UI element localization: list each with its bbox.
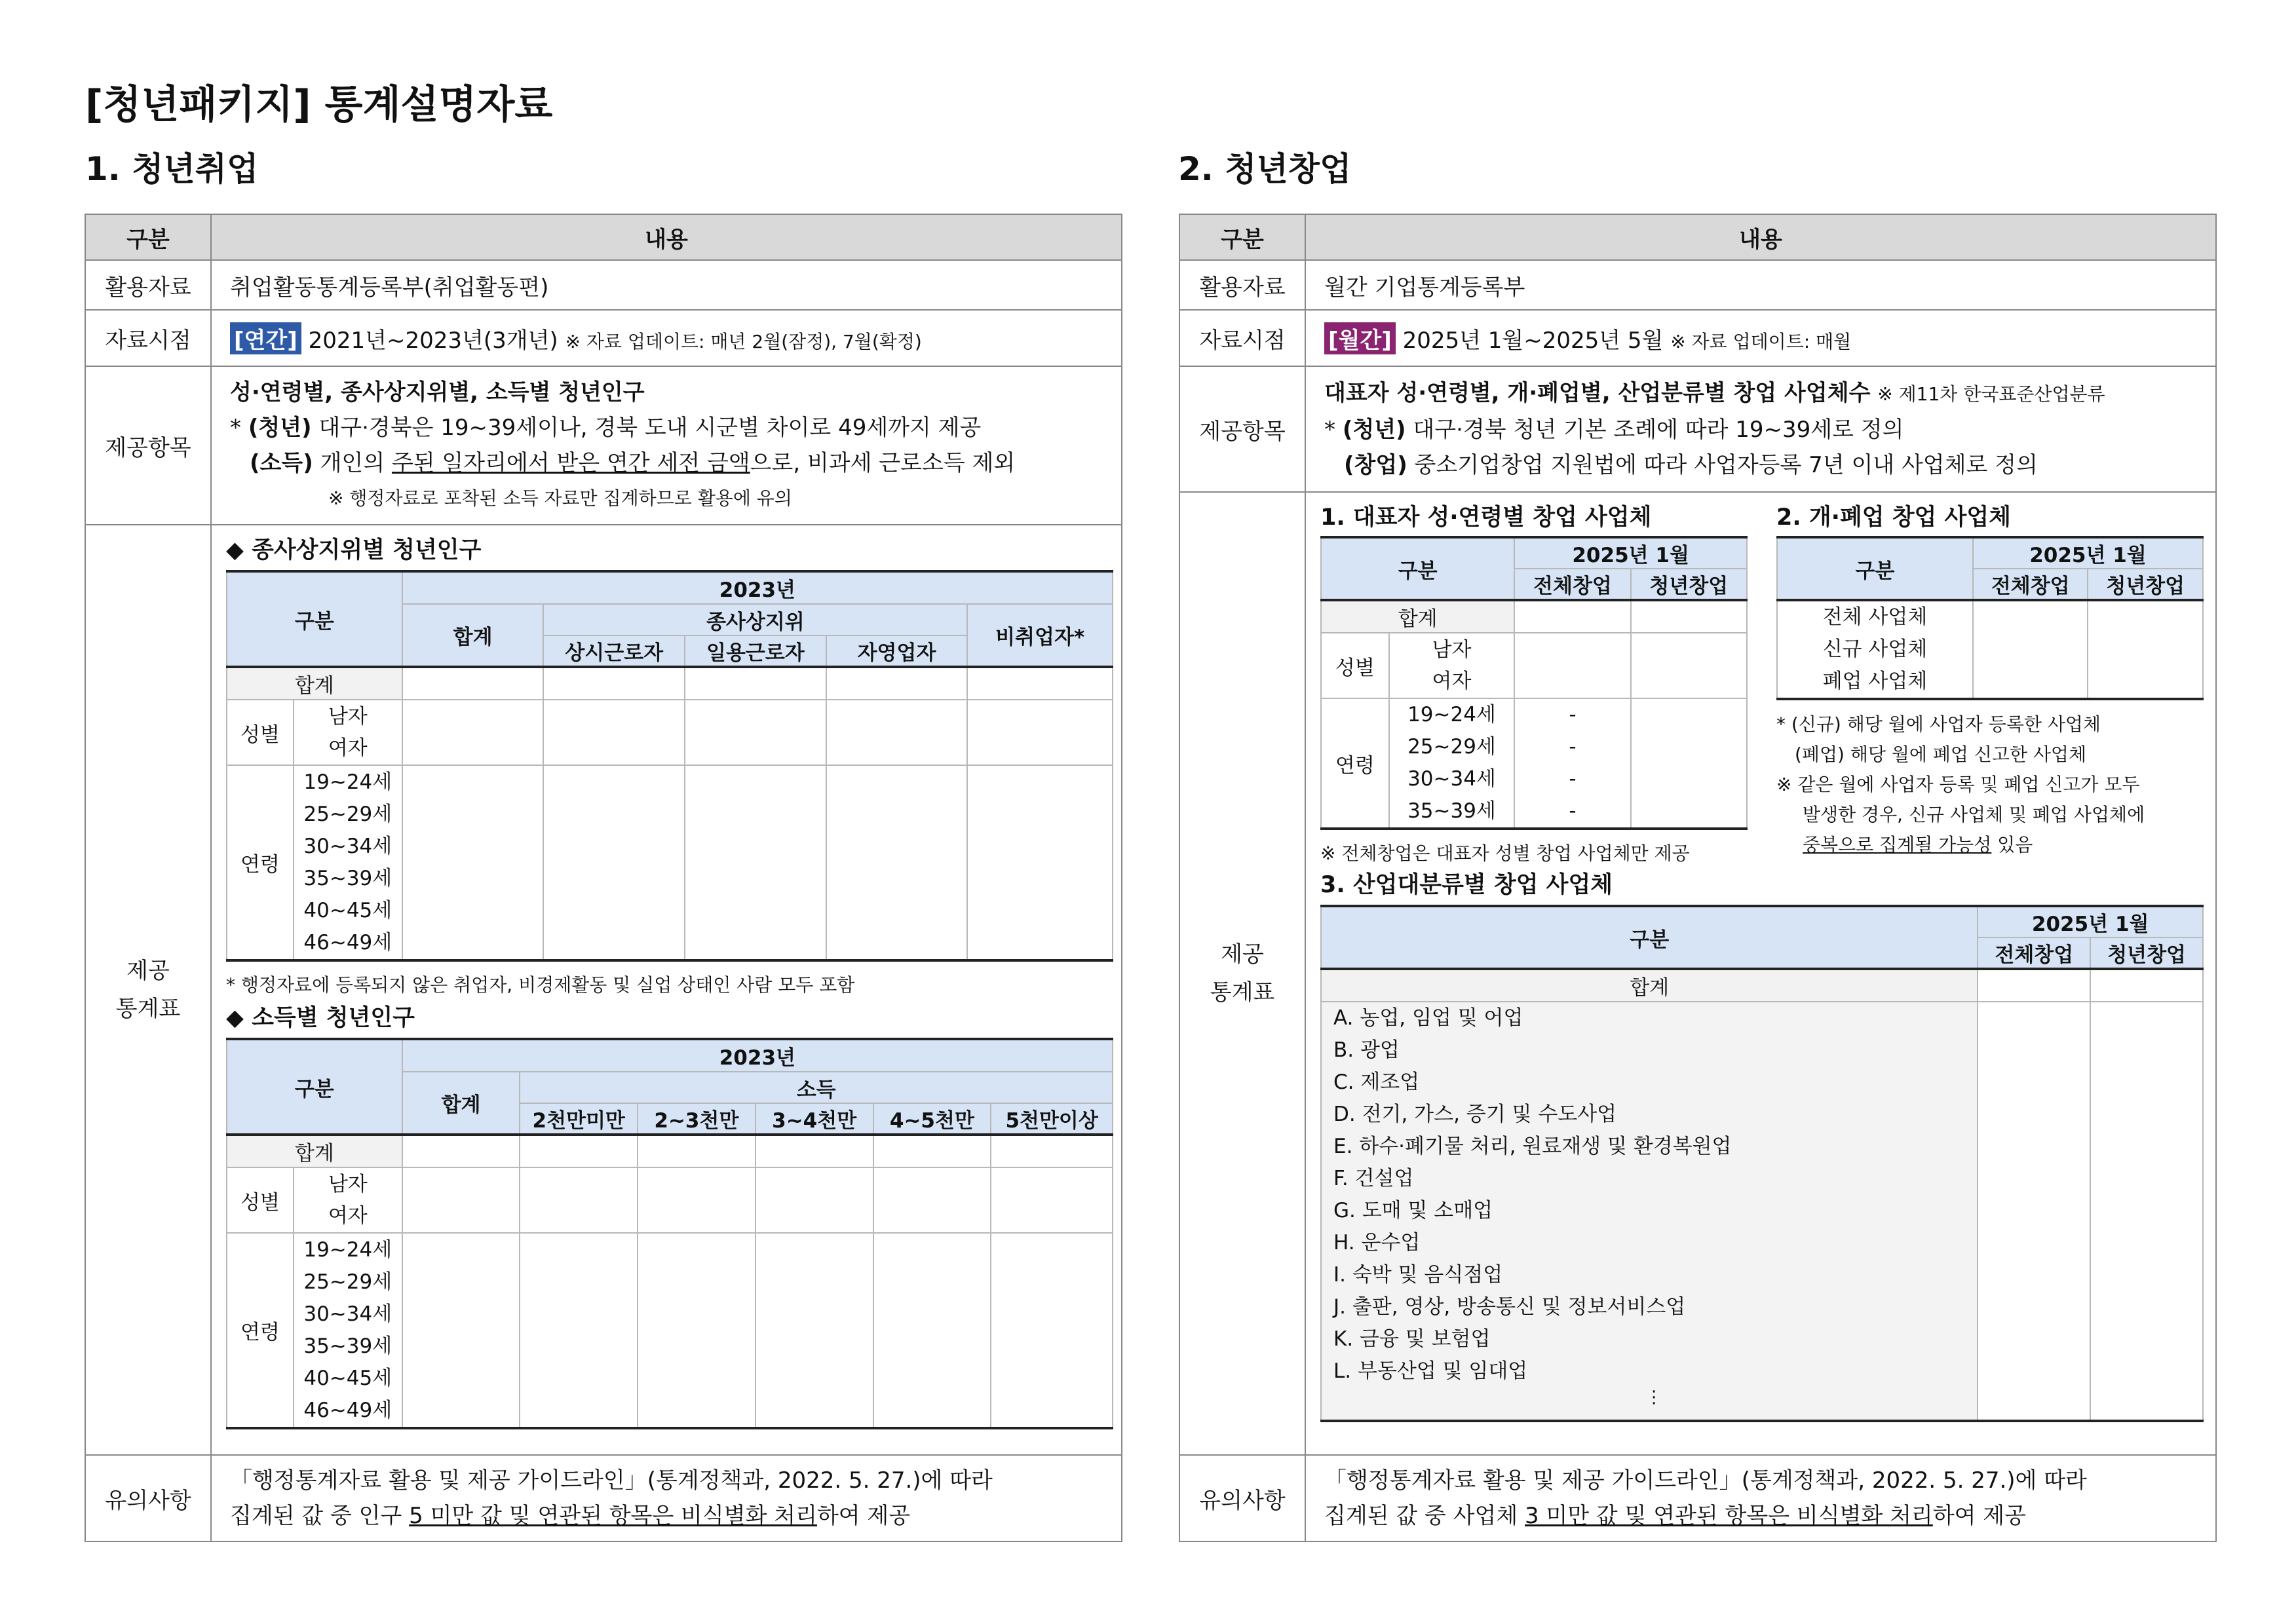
r-t2-month: 2025년 1월 — [1973, 537, 2203, 569]
r-header-gubun: 구분 — [1179, 214, 1305, 260]
t2-row-age-values: 19~24세 25~29세 30~34세 35~39세 40~45세 46~49세 — [294, 1233, 402, 1428]
r-caution-label: 유의사항 — [1179, 1455, 1305, 1541]
t1-daily: 일용근로자 — [685, 635, 826, 667]
t2-c4: 4~5천만 — [873, 1103, 991, 1135]
r-t1-row-sex: 성별 — [1321, 633, 1389, 698]
t2-c5: 5천만이상 — [991, 1103, 1113, 1135]
items-cell — [211, 366, 1122, 525]
r-t2-title: 2. 개·폐업 창업 사업체 — [1776, 504, 2011, 531]
section-title-startup: 2. 청년창업 — [1178, 150, 1352, 188]
r-t2-all: 전체창업 — [1973, 569, 2088, 600]
t1-title: ◆ 종사상지위별 청년인구 — [226, 537, 482, 563]
t1-gubun: 구분 — [227, 571, 402, 667]
r-t2-youth: 청년창업 — [2088, 569, 2203, 600]
startup-panel — [1179, 214, 2217, 1542]
r-t1-all: 전체창업 — [1514, 569, 1630, 600]
items-line-caution: ※ 행정자료로 포착된 소득 자료만 집계하므로 활용에 유의 — [328, 487, 792, 509]
period-note: ※ 자료 업데이트: 매년 2월(잠정), 7월(확정) — [565, 330, 922, 352]
income-table — [226, 1038, 1113, 1429]
r-t3-industry-list: A. 농업, 임업 및 어업 B. 광업 C. 제조업 D. 전기, 가스, 증기 및 수도사업 E. 하수·폐기물 처리, 원료재생 및 환경복원업 F. 건설업 G. 도매 및 소매업 H. 운수업 I. 숙박 및 음식점업 J. 출판, 영상, 방송통신 및 정보서비스업 K. 금융 및 보험업 L. 부동산업 및 임대업 ⋮ — [1321, 1002, 1978, 1421]
r-period-value: 2025년 1월~2025년 5월 — [1402, 327, 1664, 354]
r-items-line-youth: * (청년) 대구·경북 청년 기본 조례에 따라 19~39세로 정의 — [1324, 417, 1904, 443]
t2-income: 소득 — [520, 1072, 1113, 1103]
r-caution-cell — [1305, 1455, 2216, 1541]
t2-total: 합계 — [402, 1072, 520, 1135]
items-label: 제공항목 — [85, 366, 211, 525]
r-t1-month: 2025년 1월 — [1514, 537, 1747, 569]
employment-outer-table — [85, 214, 1122, 1542]
r-t1-table — [1320, 536, 1748, 830]
items-line-youth: * (청년) 대구·경북은 19~39세이나, 경북 도내 시군별 차이로 49세까지 제공 — [230, 415, 982, 441]
t2-c3: 3~4천만 — [756, 1103, 873, 1135]
status-table — [226, 570, 1113, 962]
r-caution-line2: 집계된 값 중 사업체 3 미만 값 및 연관된 항목은 비식별화 처리하여 제공 — [1324, 1503, 2026, 1529]
source-value: 취업활동통계등록부(취업활동편) — [211, 260, 1122, 310]
t2-row-total: 합계 — [227, 1135, 402, 1167]
r-items-line-startup: (창업) 중소기업창업 지원법에 따라 사업자등록 7년 이내 사업체로 정의 — [1344, 452, 2038, 478]
source-label: 활용자료 — [85, 260, 211, 310]
r-t3-gubun: 구분 — [1321, 906, 1978, 969]
period-value: 2021년~2023년(3개년) — [308, 327, 558, 354]
period-tag: [연간] — [230, 322, 301, 354]
caution-label: 유의사항 — [85, 1455, 211, 1541]
caution-line1: 「행정통계자료 활용 및 제공 가이드라인」(통계정책과, 2022. 5. 27.)에 따라 — [230, 1467, 993, 1494]
t2-c1: 2천만미만 — [520, 1103, 638, 1135]
r-tables-cell — [1305, 492, 2216, 1455]
r-t3-ellipsis: ⋮ — [1645, 1388, 1663, 1407]
items-title: 성·연령별, 종사상지위별, 소득별 청년인구 — [230, 379, 645, 406]
r-t1-title: 1. 대표자 성·연령별 창업 사업체 — [1320, 504, 1652, 531]
t1-row-sex-values: 남자 여자 — [294, 700, 402, 765]
r-t1-gubun: 구분 — [1321, 537, 1514, 600]
period-value-cell — [211, 310, 1122, 366]
r-caution-line1: 「행정통계자료 활용 및 제공 가이드라인」(통계정책과, 2022. 5. 27.)에 따라 — [1324, 1467, 2087, 1494]
t1-year: 2023년 — [402, 571, 1113, 604]
t2-year: 2023년 — [402, 1039, 1113, 1072]
t1-row-total: 합계 — [227, 667, 402, 700]
t1-regular: 상시근로자 — [543, 635, 685, 667]
r-tables-label: 제공 통계표 — [1179, 492, 1305, 1455]
r-t1-row-total: 합계 — [1321, 600, 1514, 633]
t1-note: * 행정자료에 등록되지 않은 취업자, 비경제활동 및 실업 상태인 사람 모두 포함 — [226, 974, 855, 996]
r-t2-table — [1776, 536, 2204, 700]
page-title: [청년패키지] 통계설명자료 — [85, 82, 553, 128]
r-t1-dashes: - - - - — [1514, 698, 1630, 829]
r-t3-youth: 청년창업 — [2090, 937, 2203, 969]
t2-c2: 2~3천만 — [638, 1103, 756, 1135]
t1-total: 합계 — [402, 604, 544, 667]
section-title-employment: 1. 청년취업 — [85, 150, 259, 188]
t1-row-age-values: 19~24세 25~29세 30~34세 35~39세 40~45세 46~49세 — [294, 765, 402, 960]
r-t1-youth: 청년창업 — [1631, 569, 1747, 600]
r-source-label: 활용자료 — [1179, 260, 1305, 310]
t1-row-sex: 성별 — [227, 700, 294, 765]
r-t3-title: 3. 산업대분류별 창업 사업체 — [1320, 872, 1613, 898]
r-period-note: ※ 자료 업데이트: 매월 — [1670, 330, 1852, 352]
r-t1-row-sex-values: 남자 여자 — [1389, 633, 1515, 698]
r-items-label: 제공항목 — [1179, 366, 1305, 492]
r-t3-table — [1320, 905, 2204, 1422]
r-period-cell — [1305, 310, 2216, 366]
t2-gubun: 구분 — [227, 1039, 402, 1135]
t1-row-age: 연령 — [227, 765, 294, 960]
employment-panel — [85, 214, 1122, 1542]
r-t3-row-total: 합계 — [1321, 969, 1978, 1002]
r-period-tag: [월간] — [1324, 322, 1396, 354]
header-content: 내용 — [211, 214, 1122, 260]
tables-label: 제공 통계표 — [85, 525, 211, 1455]
header-gubun: 구분 — [85, 214, 211, 260]
r-t2-notes: * (신규) 해당 월에 사업자 등록한 사업체 (폐업) 해당 월에 폐업 신고한 사업체 ※ 같은 월에 사업자 등록 및 폐업 신고가 모두 발생한 경우, 신규 사업체 및 폐업 사업체에 중복으로 집계될 가능성 있음 — [1776, 713, 2145, 856]
r-t2-gubun: 구분 — [1777, 537, 1973, 600]
t2-row-sex: 성별 — [227, 1167, 294, 1233]
r-t3-all: 전체창업 — [1978, 937, 2090, 969]
r-items-cell — [1305, 366, 2216, 492]
period-label: 자료시점 — [85, 310, 211, 366]
r-items-title: 대표자 성·연령별, 개·폐업별, 산업분류별 창업 사업체수 ※ 제11차 한국표준산업분류 — [1324, 380, 2105, 406]
r-source-value: 월간 기업통계등록부 — [1305, 260, 2216, 310]
items-line-income: (소득) 개인의 주된 일자리에서 받은 연간 세전 금액으로, 비과세 근로소득 제외 — [250, 450, 1016, 476]
r-t1-row-age-values: 19~24세 25~29세 30~34세 35~39세 — [1389, 698, 1515, 829]
r-t2-block — [1776, 500, 2204, 865]
t2-title: ◆ 소득별 청년인구 — [226, 1005, 415, 1031]
r-t2-rows: 전체 사업체 신규 사업체 폐업 사업체 — [1777, 600, 1973, 699]
t1-nonemployed: 비취업자* — [967, 604, 1113, 667]
t1-self: 자영업자 — [826, 635, 968, 667]
r-t1-row-age: 연령 — [1321, 698, 1389, 829]
r-t3-month: 2025년 1월 — [1978, 906, 2203, 937]
caution-cell — [211, 1455, 1122, 1541]
r-header-content: 내용 — [1305, 214, 2216, 260]
t2-row-sex-values: 남자 여자 — [294, 1167, 402, 1233]
tables-cell — [211, 525, 1122, 1455]
t2-row-age: 연령 — [227, 1233, 294, 1428]
t1-status: 종사상지위 — [543, 604, 967, 635]
r-t1-note: ※ 전체창업은 대표자 성별 창업 사업체만 제공 — [1320, 842, 1690, 864]
r-t1-block — [1320, 500, 1748, 865]
r-period-label: 자료시점 — [1179, 310, 1305, 366]
startup-outer-table — [1179, 214, 2217, 1542]
r-top-tables — [1320, 500, 2205, 865]
caution-line2: 집계된 값 중 인구 5 미만 값 및 연관된 항목은 비식별화 처리하여 제공 — [230, 1503, 911, 1529]
